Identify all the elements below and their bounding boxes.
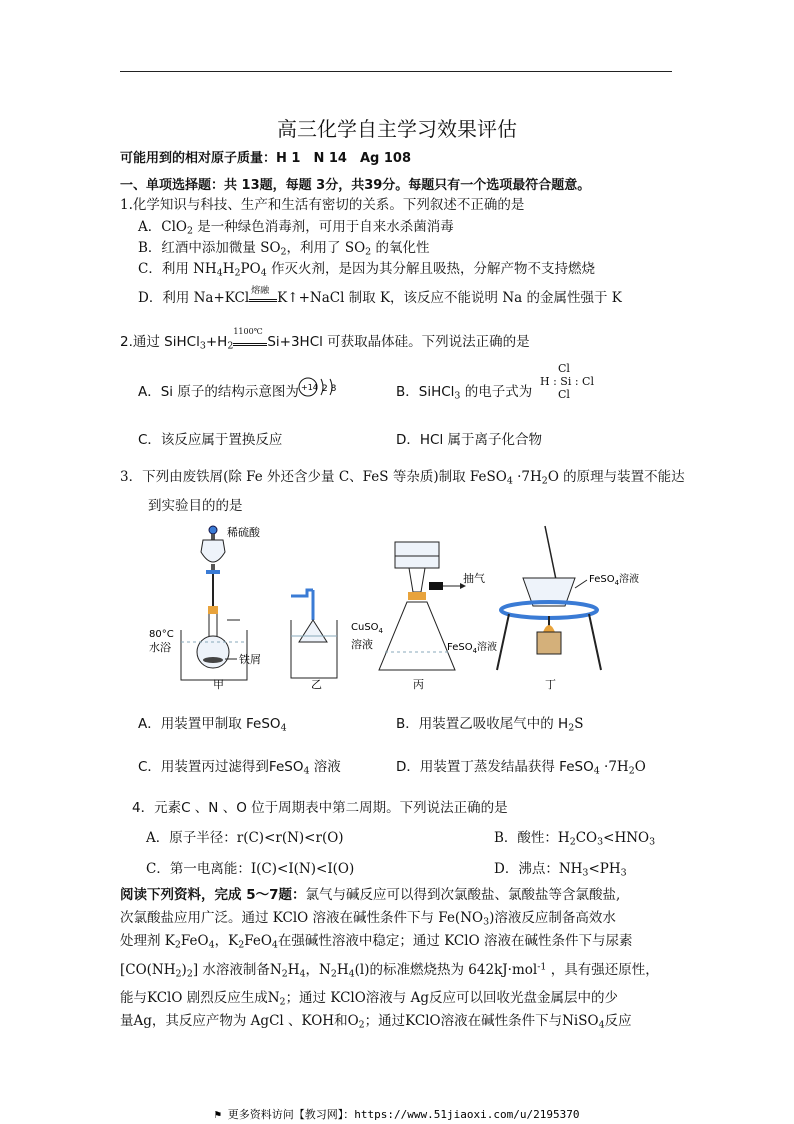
label-feso4-dish: FeSO$_4$溶液 xyxy=(589,574,640,587)
q1-d-pre: D．利用 Na+KCl xyxy=(138,290,250,306)
q1-d-post: K↑+NaCl 制取 K，该反应不能说明 Na 的金属性强于 K xyxy=(277,290,622,306)
q1-b-mid: ，利用了 SO xyxy=(286,240,366,256)
reading-l6-post: ；通过KClO溶液在碱性条件下与NiSO xyxy=(364,1013,599,1029)
label-acid: 稀硫酸 xyxy=(227,526,260,539)
q3-a-pre: A．用装置甲制取 FeSO xyxy=(138,716,281,732)
label-temp: 80°C xyxy=(149,629,174,640)
reading-l2-pre: 次氯酸盐应用广泛。通过 KClO 溶液在碱性条件下与 Fe(NO xyxy=(120,910,484,926)
atomic-mass-label: 可能用到的相对原子质量： xyxy=(120,151,277,166)
q1-d-arrow xyxy=(249,286,277,302)
reading-l5-post: ；通过 KClO溶液与 Ag反应可以回收光盘金属层中的少 xyxy=(285,990,618,1006)
label-feso4-flask: FeSO$_4$溶液 xyxy=(447,642,498,655)
page-title: 高三化学自主学习效果评估 xyxy=(277,117,517,141)
q4-option-c[interactable]: C．第一电离能：I(C)<I(N)<I(O) xyxy=(146,861,355,877)
reading-line-4: $[CO(NH_2)_2]$ 水溶液制备$N_2H_4$，$N_2H_4(l)$的标准燃烧热为 642kJ·mol$^{-1}$ ，具有强还原性， xyxy=(120,961,659,980)
q2-stem: 2.通过 $SiHCl_3+H_2$ 1100℃ Si+3HCl 可获取晶体硅。下列说法正确的是 xyxy=(120,327,530,352)
q1-d-condition: 熔融 xyxy=(251,286,270,296)
reading-l4-mid5: H xyxy=(336,962,349,978)
reading-line-1 xyxy=(120,883,620,903)
reading-line-2: 次氯酸盐应用广泛。通过 KClO 溶液在碱性条件下与 $Fe(NO_3)$溶液反应制备高效水 xyxy=(120,910,616,928)
q1-a-post: 是一种绿色消毒剂，可用于自来水杀菌消毒 xyxy=(197,219,454,235)
q2-option-c[interactable]: C．该反应属于置换反应 xyxy=(138,432,283,448)
formula-mid: H : Si : Cl xyxy=(540,375,594,388)
apparatus-ding xyxy=(497,526,639,670)
sihcl3-electron-formula xyxy=(540,362,594,401)
caption-ding: 丁 xyxy=(545,678,556,691)
formula-top: Cl xyxy=(558,362,570,375)
q3-apparatus-figure xyxy=(145,520,665,695)
caption-bing: 丙 xyxy=(413,678,424,691)
atomic-mass-line xyxy=(120,147,411,166)
q4-option-d[interactable]: D．沸点：$NH_3<PH_3$ xyxy=(494,861,627,879)
q2-b-pre: B．SiHCl xyxy=(396,384,455,400)
q1-c-mid1: H xyxy=(222,261,235,277)
q2-b-post: 的电子式为 xyxy=(464,384,533,400)
label-cuso4-solution: 溶液 xyxy=(351,638,373,651)
q4-d-mid: <PH xyxy=(588,861,621,877)
reading-l3-mid: FeO xyxy=(180,933,209,949)
si-shell-label: 2 8 xyxy=(322,384,337,394)
q1-b-post: 的氧化性 xyxy=(375,240,430,256)
q3-option-a[interactable]: A．用装置甲制取 FeSO$_4$ xyxy=(138,716,287,734)
apparatus-jia xyxy=(149,525,261,680)
q2-stem-h: +H xyxy=(205,334,228,350)
label-bath: 水浴 xyxy=(149,641,171,654)
apparatus-yi xyxy=(291,590,384,678)
q1-stem: 1.化学知识与科技、生产和生活有密切的关系。下列叙述不正确的是 xyxy=(120,197,525,213)
atomic-mass-values: H 1 N 14 Ag 108 xyxy=(276,151,411,166)
q2-option-b[interactable]: B．SiHCl$_3$ 的电子式为 xyxy=(396,384,533,402)
q4-stem: 4．元素C 、N 、O 位于周期表中第二周期。下列说法正确的是 xyxy=(132,800,508,816)
formula-bot: Cl xyxy=(558,388,570,401)
q3-stem-post: 原理与装置不能达 xyxy=(576,469,685,485)
reading-l3-post: 在强碱性溶液中稳定；通过 KClO 溶液在碱性条件下与尿素 xyxy=(277,933,633,949)
reading-l4-mid4: ，N xyxy=(305,962,331,978)
label-pump: 抽气 xyxy=(463,572,485,585)
reading-l5-pre: 能与KClO 剧烈反应生成N xyxy=(120,990,280,1006)
q4-b-pre: B．酸性：H xyxy=(494,830,570,846)
reading-l4-mid: ) xyxy=(181,962,187,978)
q4-b-post: <HNO xyxy=(603,830,650,846)
q4-option-a[interactable]: A．原子半径：r(C)<r(N)<r(O) xyxy=(146,830,344,846)
reading-l6-pre: 量Ag，其反应产物为 AgCl 、KOH和O xyxy=(120,1013,359,1029)
reading-l3-mid3: FeO xyxy=(244,933,272,949)
q3-b-pre: B．用装置乙吸收尾气中的 H xyxy=(396,716,569,732)
q2-condition: 1100℃ xyxy=(233,327,263,336)
q1-b-pre: B．红酒中添加微量 SO xyxy=(138,240,281,256)
q3-option-b[interactable]: B．用装置乙吸收尾气中的 $H_2S$ xyxy=(396,716,584,734)
q1-option-b[interactable]: B．红酒中添加微量 $SO_2$，利用了 $SO_2$ 的氧化性 xyxy=(138,240,430,258)
reading-line-3: 处理剂 $K_2FeO_4$，$K_2FeO_4$在强碱性溶液中稳定；通过 KClO 溶液在碱性条件下与尿素 xyxy=(120,933,633,951)
q4-b-mid: CO xyxy=(575,830,598,846)
si-atom-structure-diagram xyxy=(297,374,357,400)
q1-c-mid2: PO xyxy=(240,261,261,277)
q1-option-a[interactable]: A．ClO$_2$ 是一种绿色消毒剂，可用于自来水杀菌消毒 xyxy=(138,219,454,237)
q3-b-post: S xyxy=(574,716,584,732)
q2-arrow xyxy=(233,327,267,346)
q2-stem-post: Si+3HCl 可获取晶体硅。下列说法正确的是 xyxy=(267,334,530,350)
q3-option-d[interactable]: D．用装置丁蒸发结晶获得 FeSO$_4$ $\cdot 7H_2O$ xyxy=(396,759,646,777)
reading-l4-post: ，具有强还原性， xyxy=(550,962,659,978)
q1-a-pre: A．ClO xyxy=(138,219,187,235)
reading-l6-end: 反应 xyxy=(604,1013,632,1029)
reading-l3-pre: 处理剂 K xyxy=(120,933,175,949)
label-iron: 铁屑 xyxy=(239,653,261,666)
q3-stem-line2: 到实验目的的是 xyxy=(148,498,243,514)
flag-icon: ⚑ xyxy=(214,1108,228,1121)
q1-c-pre: C．利用 NH xyxy=(138,261,217,277)
reading-l4-mid6: (l)的标准燃烧热为 642kJ·mol xyxy=(354,962,538,978)
footer-link[interactable]: 更多资料访问【教习网】：https://www.51jiaoxi.com/u/2195370 xyxy=(227,1108,580,1121)
top-rule xyxy=(120,71,672,72)
label-cuso4: CuSO$_4$ xyxy=(351,622,384,635)
q3-stem-pre: 3．下列由废铁屑(除 Fe 外还含少量 C、FeS 等杂质)制取 FeSO xyxy=(120,469,507,485)
si-nucleus-label: +14 xyxy=(301,383,318,392)
q2-option-a[interactable] xyxy=(138,380,299,400)
section-header: 一、单项选择题：共 13题，每题 3分，共39分。每题只有一个选项最符合题意。 xyxy=(120,178,591,193)
footer[interactable] xyxy=(0,1106,794,1122)
reading-l3-mid2: ，K xyxy=(214,933,239,949)
apparatus-bing xyxy=(379,542,497,670)
reading-l2-post: )溶液反应制备高效水 xyxy=(489,910,616,926)
reading-line-5: 能与KClO 剧烈反应生成$N_2$；通过 KClO溶液与 Ag反应可以回收光盘金属层中的少 xyxy=(120,990,618,1008)
reading-l1-post: 氯气与碱反应可以得到次氯酸盐、氯酸盐等含氯酸盐, xyxy=(305,887,621,903)
reading-l4-mid2: ] 水溶液制备N xyxy=(192,962,282,978)
q3-option-c[interactable]: C．用装置丙过滤得到FeSO$_4$ 溶液 xyxy=(138,759,341,777)
reading-line-6: 量Ag，其反应产物为 AgCl 、KOH和$O_2$；通过KClO溶液在碱性条件下与NiSO$_4$反应 xyxy=(120,1013,632,1031)
q2-option-d[interactable]: D．HCl 属于离子化合物 xyxy=(396,432,543,448)
q1-option-d[interactable] xyxy=(138,286,622,306)
q1-option-c[interactable]: C．利用 $NH_4H_2PO_4$ 作灭火剂，是因为其分解且吸热，分解产物不支持燃烧 xyxy=(138,261,595,279)
q3-c-pre: C．用装置丙过滤得到FeSO xyxy=(138,759,304,775)
q1-c-post: 作灭火剂，是因为其分解且吸热，分解产物不支持燃烧 xyxy=(271,261,595,277)
q4-d-pre: D．沸点：NH xyxy=(494,861,583,877)
reading-l4-mid3: H xyxy=(287,962,300,978)
caption-jia: 甲 xyxy=(213,678,224,691)
reading-l4-pre: [CO(NH xyxy=(120,962,176,978)
q2-stem-pre: 2.通过 SiHCl xyxy=(120,334,200,350)
q3-c-post: 溶液 xyxy=(313,759,341,775)
q4-option-b[interactable]: B．酸性：$H_2CO_3<HNO_3$ xyxy=(494,830,656,848)
caption-yi: 乙 xyxy=(311,678,322,691)
reading-lead: 阅读下列资料，完成 5～7题： xyxy=(120,887,306,903)
q2-a-text: A．Si 原子的结构示意图为 xyxy=(138,384,299,400)
q3-d-pre: D．用装置丁蒸发结晶获得 FeSO xyxy=(396,759,594,775)
q3-stem-line1: 3．下列由废铁屑(除 Fe 外还含少量 C、FeS 等杂质)制取 FeSO$_4$ $\cdot 7H_2O$ 的原理与装置不能达 xyxy=(120,469,685,487)
